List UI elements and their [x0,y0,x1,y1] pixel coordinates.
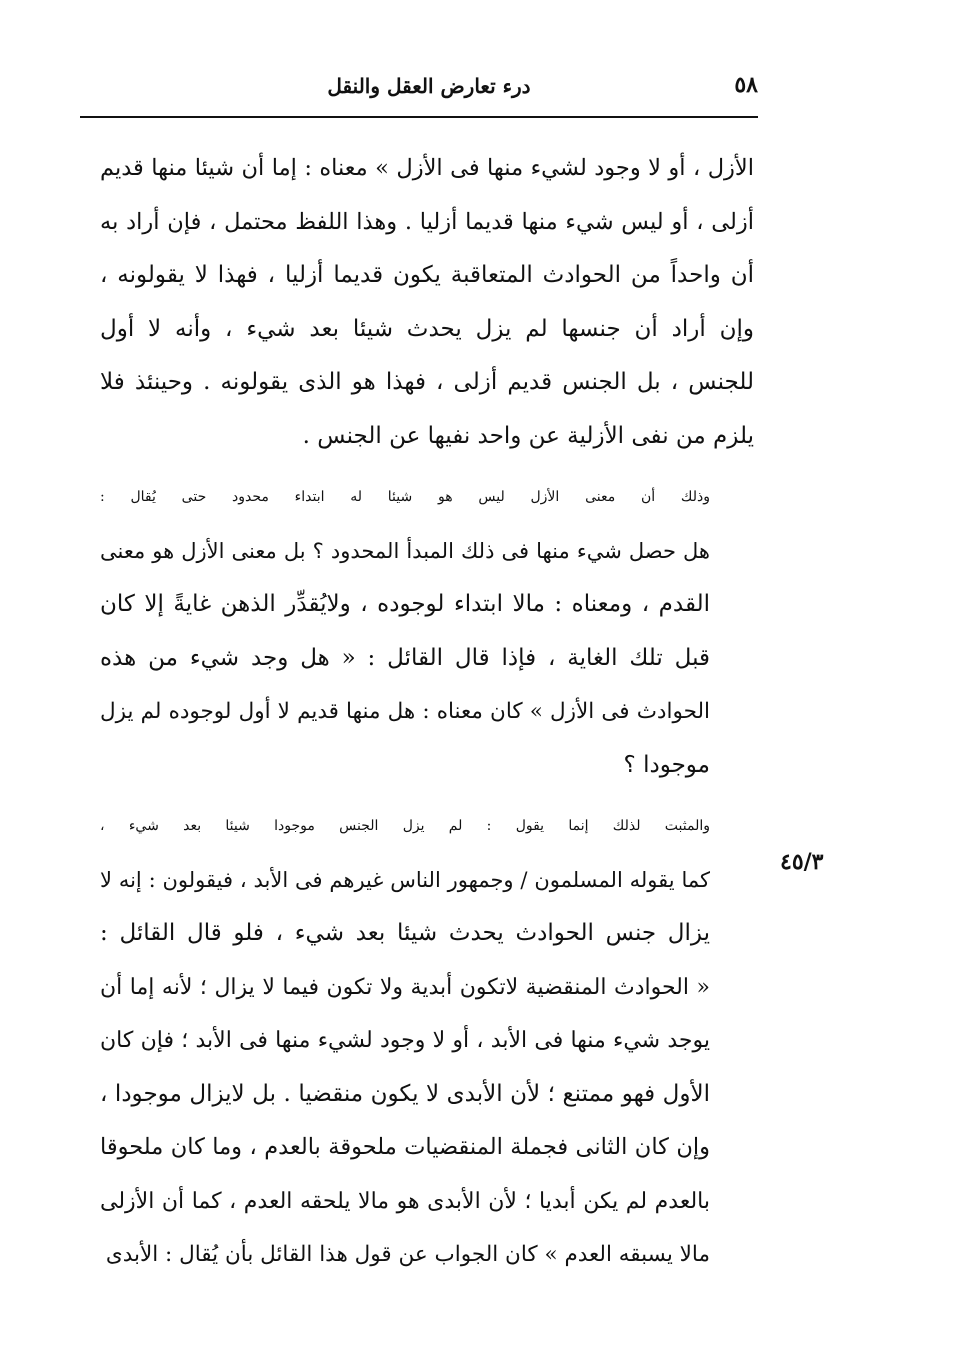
text-line: كما يقوله المسلمون / وجمهور الناس غيرهم فى الأبد ، فيقولون : إنه لا [100,867,710,892]
text-line: قبل تلك الغاية ، فإذا قال القائل : « هل وجد شيء من هذه [100,644,710,671]
paragraph [100,471,754,792]
text-line: وذلك أن معنى الأزل ليس هو شيئا له ابتداء محدود حتى يُقال : [100,489,710,505]
text-line: الأول فهو ممتنع ؛ لأن الأبدى لا يكون منقضيا . بل لايزال موجودا ، [100,1080,710,1107]
text-line: أزلى ، أو ليس شيء منها قديما أزليا . وهذا اللفظ محتمل ، فإن أراد به [100,208,754,235]
text-line: يوجد شيء منها فى الأبد ، أو لا وجود لشيء منها فى الأبد ؛ فإن كان [100,1028,711,1053]
text-line: بالعدم لم يكن أبديا ؛ لأن الأبدى هو مالا يلحقه العدم ، كما أن الأزلى [100,1188,710,1214]
text-line: يزال جنس الحوادث يحدث شيئا بعد شيء ، فلو قال القائل : [100,920,710,946]
text-line: للجنس ، بل الجنس قديم أزلى ، فهذا هو الذى يقولونه . وحينئذ فلا [100,369,754,395]
text-line: يلزم من نفى الأزلية عن واحد نفيها عن الجنس . [302,422,754,449]
text-line: « الحوادث المنقضية لاتكون أبدية ولا تكون فيما لا يزال ؛ لأنه إما أن [100,974,710,1000]
text-line: هل حصل شيء منها فى ذلك المبدأ المحدود ؟ بل معنى الأزل هو معنى [100,538,710,563]
text-line: وإن كان الثانى فجملة المنقضيات ملحوقة بالعدم ، وما كان ملحوقا [100,1134,710,1160]
paragraph [100,142,754,463]
text-line: وإن أراد أن جنسها لم يزل يحدث شيئا بعد شيء ، وأنه لا أول [100,315,754,342]
page-header [100,70,758,106]
margin-reference-note: ٤٥/٣ [780,849,824,875]
text-line: القدم ، ومعناه : مالا ابتداء لوجوده ، ولايُقدِّر الذهن غايةً إلا كان [100,591,710,617]
running-title: درء تعارض العقل والنقل [327,74,531,98]
text-line: موجودا ؟ [623,751,710,778]
text-line: الحوادث فى الأزل » كان معناه : هل منها قديم لا أول لوجوده لم يزل [100,699,710,724]
text-line: والمثبت لذلك إنما يقول : لم يزل الجنس موجودا شيئا بعد شيء ، [100,818,710,834]
body-text [100,142,754,1282]
header-rule [80,116,758,118]
text-line: أن واحداً من الحوادث المتعاقبة يكون قديما أزليا ، فهذا لا يقولونه ، [100,262,754,288]
text-line: الأزل ، أو لا وجود لشيء منها فى الأزل » معناه : إما أن شيئا منها قديم [100,155,754,181]
page-number: ٥٨ [734,72,758,98]
paragraph [100,800,754,1282]
text-line: مالا يسبقه العدم » كان الجواب عن قول هذا القائل بأن يُقال : الأبدى [105,1242,710,1267]
